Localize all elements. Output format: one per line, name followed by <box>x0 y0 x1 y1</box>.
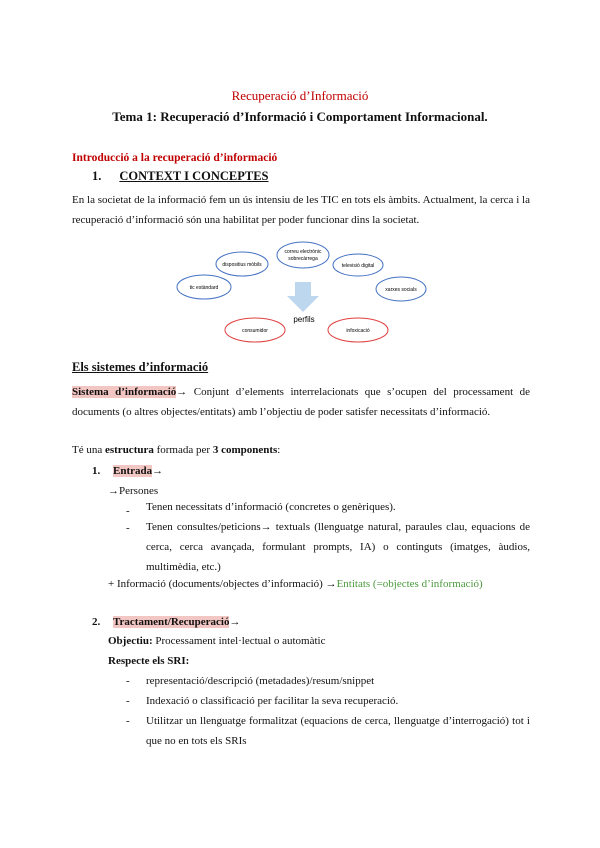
bullet-item: Tenen necessitats d’informació (concretes o genèriques). <box>146 501 396 513</box>
page-title: Recuperació d’Informació <box>231 88 369 103</box>
structure-count: 3 components <box>212 444 278 456</box>
context-paragraph: En la societat de la informació fem un ús intensiu de les TIC en tots els àmbits. Actualment, la cerca i la recuperació d’informació són una habilitat per poder funcionar dins la societat. <box>72 194 530 226</box>
bullet-dash: - <box>126 505 130 517</box>
bullet-dash: - <box>126 522 130 534</box>
system-definition <box>72 382 530 422</box>
node-label: infoxicació <box>346 328 370 334</box>
node-tic <box>177 275 231 299</box>
structure-line <box>72 440 280 460</box>
context-title: CONTEXT I CONCEPTES <box>119 169 269 183</box>
bullet-dash: - <box>126 695 130 707</box>
bullet-item: Indexació o classificació per facilitar la seva recuperació. <box>146 695 399 707</box>
node-televisio <box>333 254 383 276</box>
structure-prefix: Té una <box>72 444 105 456</box>
node-label: televisió digital <box>341 263 375 269</box>
persons-label: →Persones <box>108 485 159 497</box>
info-text: + Informació (documents/objectes d’informació) → <box>108 578 337 590</box>
node-consumidor <box>225 318 285 342</box>
objective-label: Objectiu: <box>108 635 153 647</box>
document-subtitle: Tema 1: Recuperació d’Informació i Comportament Informacional. <box>112 109 488 124</box>
respect-label: Respecte els SRI: <box>108 655 190 667</box>
intro-heading: Introducció a la recuperació d’informació <box>72 152 278 164</box>
node-dispositius <box>216 252 268 276</box>
info-green: Entitats (=objectes d’informació) <box>336 578 483 590</box>
structure-end: : <box>277 444 281 456</box>
bullet-item: Utilitzar un llenguatge formalitzat (equacions de cerca, llenguatge d’interrogació) tot i que no en tots els SRIs <box>146 715 530 747</box>
node-label: xarxes socials <box>385 287 417 293</box>
context-heading <box>92 169 268 184</box>
bullet-dash: - <box>126 715 130 727</box>
tic-diagram <box>170 238 430 348</box>
component-label: Tractament/Recuperació <box>113 616 230 628</box>
node-correu <box>277 242 329 268</box>
system-definition-text: → Conjunt d’elements interrelacionats que s’ocupen del processament de documents (o altres objectes/entitats) amb l’objectiu de poder satisfer necessitats d’informació. <box>72 386 530 418</box>
component-number: 2. <box>92 616 101 628</box>
bullet-dash: - <box>126 675 130 687</box>
info-line <box>108 574 483 594</box>
component-label: Entrada <box>113 465 153 477</box>
node-label: consumidor <box>242 328 268 334</box>
node-label: dispositius mòbils <box>222 262 262 268</box>
node-label: tic estàndard <box>189 285 219 291</box>
component-tractament <box>92 612 240 632</box>
center-label: perfils <box>293 315 315 324</box>
systems-heading: Els sistemes d’informació <box>72 360 209 374</box>
bullet-item: Tenen consultes/peticions→ textuals (llenguatge natural, paraules clau, equacions de cerca, cerca avançada, formulant prompts, IA) o continguts (imatges, àudios, multimèdia, etc.) <box>146 521 530 573</box>
component-number: 1. <box>92 465 101 477</box>
node-label: correu electrònic <box>284 249 322 255</box>
objective-line <box>108 631 326 651</box>
structure-mid: formada per <box>153 444 213 456</box>
system-term: Sistema d’informació <box>72 386 177 398</box>
objective-text: Processament intel·lectual o automàtic <box>152 635 326 647</box>
structure-bold: estructura <box>104 444 154 456</box>
arrow: → <box>229 616 241 628</box>
node-xarxes <box>376 277 426 301</box>
node-sublabel: sobrecàrrega <box>288 256 318 262</box>
bullet-item: representació/descripció (metadades)/resum/snippet <box>146 675 375 687</box>
context-number: 1. <box>92 169 102 183</box>
down-arrow-icon <box>287 282 319 312</box>
component-entrada <box>92 461 163 481</box>
node-infoxicacio <box>328 318 388 342</box>
arrow: → <box>152 465 164 477</box>
